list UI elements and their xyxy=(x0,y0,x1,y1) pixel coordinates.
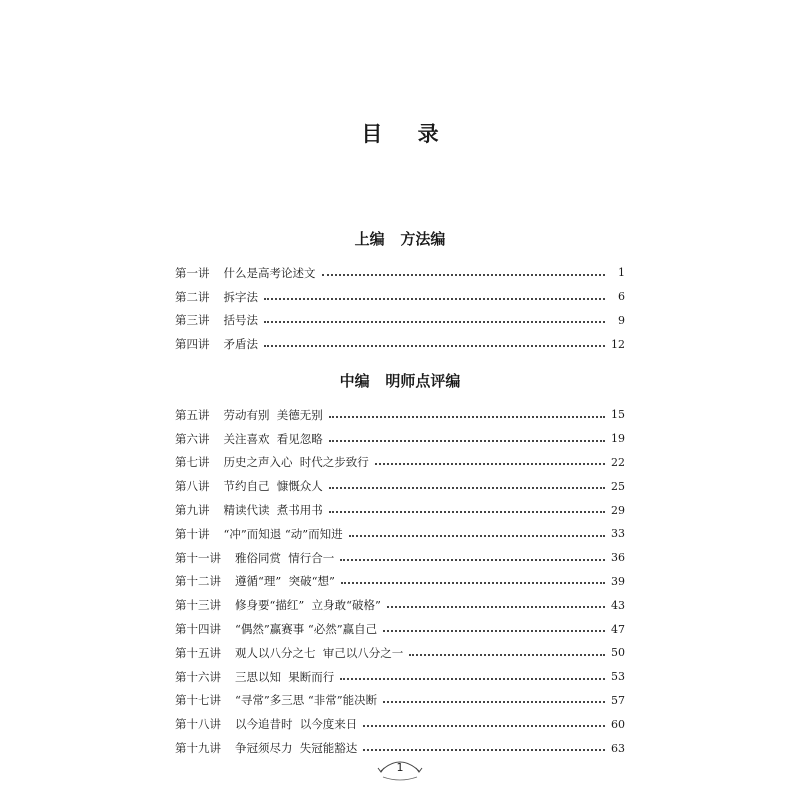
dot-leader xyxy=(329,487,605,489)
lecture-number: 第十四讲 xyxy=(175,622,221,637)
toc-entry[interactable] xyxy=(175,689,625,713)
toc-entry[interactable] xyxy=(175,641,625,665)
toc-entry[interactable] xyxy=(175,665,625,689)
section-heading-upper: 上编 方法编 xyxy=(354,230,446,248)
page-reference: 33 xyxy=(611,527,625,541)
toc-entry[interactable] xyxy=(175,309,625,333)
lecture-title: 什么是高考论述文 xyxy=(223,265,316,280)
lecture-title: 雅俗同赏 情行合一 xyxy=(235,550,335,565)
lecture-title: 拆字法 xyxy=(223,289,258,304)
toc-entry[interactable] xyxy=(175,570,625,594)
lecture-title: “偶然”赢赛事 “必然”赢自己 xyxy=(235,622,378,637)
dot-leader xyxy=(375,463,605,465)
page-reference: 25 xyxy=(611,479,625,493)
toc-list-upper xyxy=(175,261,625,356)
dot-leader xyxy=(329,416,605,418)
toc-entry[interactable] xyxy=(175,451,625,475)
page-footer xyxy=(375,755,425,781)
page-reference: 57 xyxy=(611,693,625,707)
lecture-title: 争冠须尽力 失冠能豁达 xyxy=(235,741,358,756)
page-reference: 9 xyxy=(618,313,625,327)
toc-entry[interactable] xyxy=(175,285,625,309)
page-reference: 43 xyxy=(611,598,625,612)
toc-entry[interactable] xyxy=(175,593,625,617)
page-reference: 12 xyxy=(611,337,625,351)
lecture-number: 第十五讲 xyxy=(175,645,221,660)
lecture-number: 第二讲 xyxy=(175,289,210,304)
lecture-title: 矛盾法 xyxy=(223,337,258,352)
dot-leader xyxy=(340,559,605,561)
lecture-number: 第一讲 xyxy=(175,265,210,280)
dot-leader xyxy=(387,606,605,608)
section-heading-middle: 中编 明师点评编 xyxy=(339,372,461,390)
lecture-number: 第十二讲 xyxy=(175,574,221,589)
lecture-title: 关注喜欢 看见忽略 xyxy=(223,431,323,446)
lecture-number: 第九讲 xyxy=(175,503,210,518)
lecture-title: 遵循“理” 突破“想” xyxy=(235,574,335,589)
toc-entry[interactable] xyxy=(175,332,625,356)
page-reference: 53 xyxy=(611,670,625,684)
lecture-number: 第十七讲 xyxy=(175,693,221,708)
lecture-title: 修身要“描红” 立身敢“破格” xyxy=(235,598,381,613)
lecture-title: 三思以知 果断而行 xyxy=(235,669,335,684)
lecture-title: 劳动有别 美德无别 xyxy=(223,407,323,422)
dot-leader xyxy=(409,654,605,656)
toc-entry[interactable] xyxy=(175,522,625,546)
dot-leader xyxy=(383,630,605,632)
page-reference: 1 xyxy=(618,266,625,280)
lecture-number: 第十三讲 xyxy=(175,598,221,613)
toc-entry[interactable] xyxy=(175,474,625,498)
dot-leader xyxy=(329,440,605,442)
dot-leader xyxy=(329,511,605,513)
dot-leader xyxy=(383,701,605,703)
lecture-number: 第七讲 xyxy=(175,455,210,470)
toc-entry[interactable] xyxy=(175,498,625,522)
page-reference: 15 xyxy=(611,408,625,422)
page-reference: 6 xyxy=(618,290,625,304)
dot-leader xyxy=(264,321,605,323)
lecture-title: “寻常”多三思 “非常”能决断 xyxy=(235,693,378,708)
toc-list-middle xyxy=(175,403,625,760)
page-reference: 50 xyxy=(611,646,625,660)
page-number: 1 xyxy=(396,761,404,774)
lecture-number: 第十八讲 xyxy=(175,717,221,732)
lecture-number: 第五讲 xyxy=(175,407,210,422)
lecture-title: 历史之声入心 时代之步致行 xyxy=(223,455,369,470)
dot-leader xyxy=(264,298,605,300)
toc-entry[interactable] xyxy=(175,261,625,285)
page-reference: 22 xyxy=(611,455,625,469)
dot-leader xyxy=(349,535,605,537)
lecture-title: 节约自己 慷慨众人 xyxy=(223,479,323,494)
dot-leader xyxy=(341,582,605,584)
toc-entry[interactable] xyxy=(175,403,625,427)
lecture-number: 第十讲 xyxy=(175,526,210,541)
dot-leader xyxy=(340,678,605,680)
lecture-number: 第三讲 xyxy=(175,313,210,328)
dot-leader xyxy=(363,749,605,751)
lecture-number: 第十六讲 xyxy=(175,669,221,684)
toc-entry[interactable] xyxy=(175,546,625,570)
dot-leader xyxy=(264,345,605,347)
page-reference: 60 xyxy=(611,717,625,731)
lecture-number: 第十九讲 xyxy=(175,741,221,756)
toc-entry[interactable] xyxy=(175,427,625,451)
dot-leader xyxy=(322,274,606,276)
lecture-number: 第八讲 xyxy=(175,479,210,494)
lecture-title: 以今追昔时 以今度来日 xyxy=(235,717,358,732)
toc-entry[interactable] xyxy=(175,712,625,736)
lecture-title: 精读代读 煮书用书 xyxy=(223,503,323,518)
lecture-number: 第四讲 xyxy=(175,337,210,352)
page-reference: 39 xyxy=(611,574,625,588)
page-reference: 63 xyxy=(611,741,625,755)
page-reference: 47 xyxy=(611,622,625,636)
lecture-title: 观人以八分之七 审己以八分之一 xyxy=(235,645,404,660)
lecture-title: 括号法 xyxy=(223,313,258,328)
toc-entry[interactable] xyxy=(175,617,625,641)
lecture-title: “冲”而知退 “动”而知进 xyxy=(223,526,343,541)
page-reference: 29 xyxy=(611,503,625,517)
dot-leader xyxy=(363,725,605,727)
lecture-number: 第六讲 xyxy=(175,431,210,446)
page-reference: 36 xyxy=(611,551,625,565)
lecture-number: 第十一讲 xyxy=(175,550,221,565)
page-reference: 19 xyxy=(611,432,625,446)
page-title: 目 录 xyxy=(361,122,453,146)
